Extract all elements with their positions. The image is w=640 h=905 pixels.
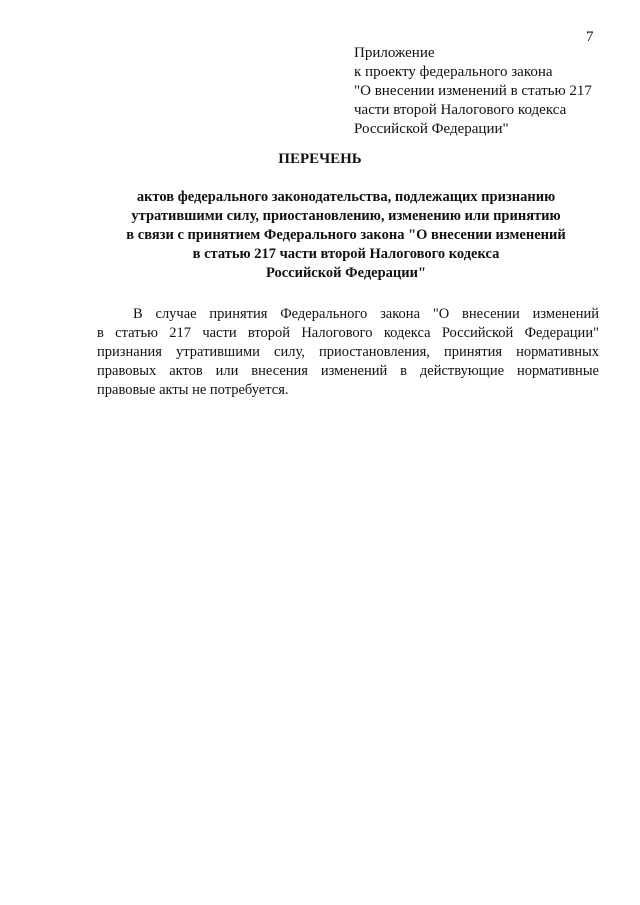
appendix-line: Российской Федерации"	[354, 121, 509, 137]
body-paragraph	[97, 305, 599, 400]
subtitle-line: в статью 217 части второй Налогового кодекса	[192, 246, 500, 262]
document-heading: ПЕРЕЧЕНЬ	[278, 151, 362, 167]
body-line: правовых актов или внесения изменений в действующие нормативные	[97, 363, 599, 379]
appendix-line: "О внесении изменений в статью 217	[354, 83, 592, 99]
subtitle-line: в связи с принятием Федерального закона "О внесении изменений	[126, 227, 566, 243]
body-line: в статью 217 части второй Налогового кодекса Российской Федерации"	[97, 325, 599, 341]
document-subtitle	[96, 188, 596, 283]
body-line: признания утратившими силу, приостановления, принятия нормативных	[97, 344, 599, 360]
subtitle-line: утратившими силу, приостановлению, изменению или принятию	[131, 208, 561, 224]
appendix-header	[354, 44, 614, 139]
page-number: 7	[586, 29, 594, 45]
appendix-line: части второй Налогового кодекса	[354, 102, 567, 118]
body-line: В случае принятия Федерального закона "О внесении изменений	[133, 306, 599, 322]
subtitle-line: актов федерального законодательства, подлежащих признанию	[136, 189, 556, 205]
body-line: правовые акты не потребуется.	[97, 382, 289, 398]
appendix-line: Приложение	[354, 45, 435, 61]
subtitle-line: Российской Федерации"	[265, 265, 427, 281]
appendix-line: к проекту федерального закона	[354, 64, 553, 80]
